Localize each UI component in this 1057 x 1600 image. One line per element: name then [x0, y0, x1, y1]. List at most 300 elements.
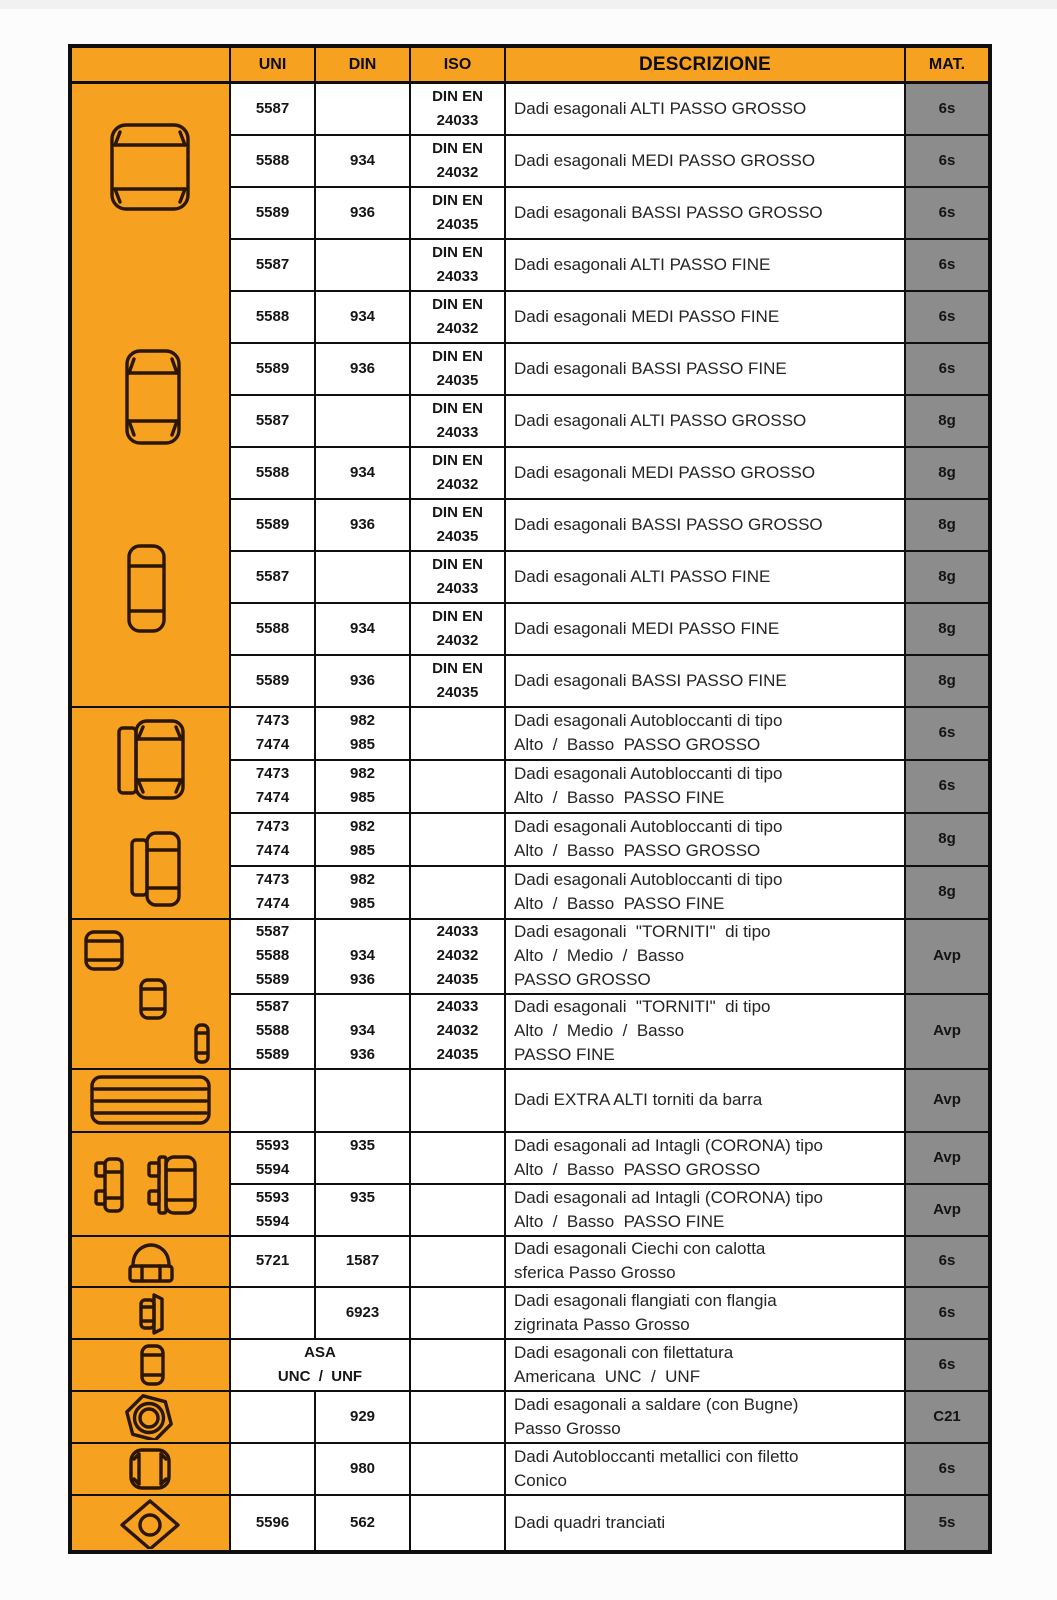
din-cell-line: 6923 — [345, 1303, 380, 1321]
uni-cell-line: 7473 — [255, 871, 290, 888]
iso-cell-line: 24032 — [436, 163, 479, 181]
table-row — [70, 919, 990, 994]
iso-cell — [410, 1184, 505, 1236]
uni-cell-line: 7473 — [255, 765, 290, 782]
iso-cell-line: 24033 — [436, 579, 479, 597]
uni-cell-line: 5589 — [255, 359, 290, 377]
castellated-nuts-icon — [72, 1133, 230, 1233]
description-cell-line: PASSO GROSSO — [514, 970, 651, 989]
description-cell — [505, 655, 905, 707]
uni-cell — [230, 1184, 315, 1236]
iso-cell — [410, 1495, 505, 1552]
mat-cell — [905, 1443, 990, 1495]
description-cell-line: Dadi esagonali Autobloccanti di tipo — [514, 764, 783, 783]
mat-cell — [905, 1339, 990, 1391]
iso-cell-line: 24035 — [436, 683, 479, 701]
mat-cell — [905, 866, 990, 919]
col-header-din: DIN — [315, 46, 410, 83]
iso-cell — [410, 1132, 505, 1184]
iso-cell-line: 24032 — [436, 631, 479, 649]
uni-cell-line: 5587 — [255, 255, 290, 273]
din-cell — [315, 1069, 410, 1132]
iso-cell — [410, 866, 505, 919]
american-thread-nut-icon — [72, 1340, 230, 1388]
iso-cell — [410, 83, 505, 135]
mat-cell-line: 8g — [938, 515, 956, 533]
uni-cell-line: 5589 — [255, 671, 290, 689]
din-cell — [315, 1443, 410, 1495]
nuts-catalog-table — [68, 44, 992, 1554]
nut-drawing-cell — [70, 1236, 230, 1287]
mat-cell — [905, 1184, 990, 1236]
din-cell — [315, 760, 410, 813]
description-cell — [505, 83, 905, 135]
iso-cell — [410, 760, 505, 813]
din-cell-line — [316, 1158, 409, 1182]
iso-cell-line: DIN EN — [432, 243, 483, 261]
din-cell — [315, 135, 410, 187]
description-cell-line: Dadi esagonali BASSI PASSO GROSSO — [514, 202, 823, 222]
din-cell — [315, 655, 410, 707]
description-cell — [505, 1236, 905, 1287]
din-cell-line — [316, 1210, 409, 1234]
description-cell-line: Alto / Medio / Basso — [514, 946, 685, 965]
description-cell-line: Conico — [514, 1470, 567, 1490]
din-cell-line: 985 — [349, 895, 376, 912]
iso-cell-line: DIN EN — [432, 347, 483, 365]
uni-cell-line: 5587 — [255, 99, 290, 117]
din-cell — [315, 813, 410, 866]
iso-cell-line: DIN EN — [432, 87, 483, 105]
uni-cell-line: 5588 — [255, 307, 290, 325]
description-cell-line: Alto / Medio / Basso — [514, 1021, 685, 1040]
mat-cell — [905, 813, 990, 866]
description-cell-line: Dadi esagonali MEDI PASSO GROSSO — [514, 150, 816, 170]
iso-cell — [410, 291, 505, 343]
din-cell-line: 562 — [349, 1513, 376, 1531]
uni-cell — [230, 551, 315, 603]
table-row — [70, 707, 990, 760]
uni-cell — [230, 1443, 315, 1495]
uni-cell-line: 7474 — [255, 736, 290, 753]
iso-cell — [410, 994, 505, 1069]
din-cell-line: 929 — [349, 1407, 376, 1425]
iso-cell-line: DIN EN — [432, 399, 483, 417]
din-cell-line: 934 — [349, 619, 376, 637]
din-cell — [315, 994, 410, 1069]
description-cell — [505, 395, 905, 447]
description-cell-line: sferica Passo Grosso — [514, 1263, 676, 1282]
uni-cell — [230, 1495, 315, 1552]
mat-cell — [905, 447, 990, 499]
uni-cell-line: 5588 — [255, 463, 290, 481]
mat-cell — [905, 1236, 990, 1287]
table-row — [70, 1236, 990, 1287]
description-cell — [505, 1495, 905, 1552]
uni-cell — [230, 919, 315, 994]
col-header-descrizione: DESCRIZIONE — [505, 46, 905, 83]
description-cell — [505, 994, 905, 1069]
nut-drawing-cell — [70, 1132, 230, 1236]
description-cell-line: Dadi esagonali flangiati con flangia — [514, 1290, 777, 1310]
nut-drawing-cell — [70, 83, 230, 707]
mat-cell — [905, 187, 990, 239]
table-row — [70, 83, 990, 135]
din-cell-line: 982 — [349, 871, 376, 888]
iso-cell — [410, 1236, 505, 1287]
description-cell-line: Dadi esagonali a saldare (con Bugne) — [514, 1394, 799, 1414]
iso-cell-line: 24033 — [436, 998, 479, 1015]
description-cell — [505, 1339, 905, 1391]
din-cell-line: 936 — [349, 515, 376, 533]
description-cell — [505, 343, 905, 395]
description-cell — [505, 603, 905, 655]
din-cell-line: 1587 — [345, 1252, 380, 1269]
description-cell-line: PASSO FINE — [514, 1045, 615, 1064]
uni-cell-line: 5594 — [255, 1160, 290, 1178]
uni-cell — [230, 655, 315, 707]
mat-cell — [905, 1069, 990, 1132]
din-cell-line: 935 — [349, 1136, 376, 1154]
uni-cell — [230, 187, 315, 239]
uni-cell-line: 5588 — [255, 151, 290, 169]
din-cell — [315, 83, 410, 135]
description-cell-line: Dadi esagonali ad Intagli (CORONA) tipo — [514, 1135, 823, 1155]
din-cell — [315, 499, 410, 551]
uni-din-merged-cell-line: ASA — [304, 1343, 336, 1361]
iso-cell — [410, 707, 505, 760]
din-cell-line: 936 — [349, 359, 376, 377]
mat-cell-line: 8g — [938, 883, 956, 900]
description-cell — [505, 239, 905, 291]
mat-cell — [905, 655, 990, 707]
mat-cell — [905, 760, 990, 813]
uni-cell — [230, 343, 315, 395]
description-cell-line: Dadi esagonali ad Intagli (CORONA) tipo — [514, 1187, 823, 1207]
description-cell — [505, 1391, 905, 1443]
din-cell-line: 936 — [349, 203, 376, 221]
uni-cell-line: 7473 — [255, 712, 290, 729]
iso-cell — [410, 1443, 505, 1495]
din-cell — [315, 866, 410, 919]
weld-hex-nut-icon — [72, 1392, 230, 1440]
mat-cell-line: 6s — [938, 724, 956, 741]
mat-cell-line: 6s — [938, 1303, 956, 1321]
uni-cell — [230, 499, 315, 551]
din-cell — [315, 1391, 410, 1443]
din-cell-line: 985 — [349, 789, 376, 806]
iso-cell-line: DIN EN — [432, 659, 483, 677]
uni-cell-line: 5589 — [255, 515, 290, 533]
iso-cell-line: 24035 — [436, 971, 479, 988]
header-row — [70, 46, 990, 83]
nut-drawing-cell — [70, 1287, 230, 1339]
mat-cell-line: 5s — [938, 1513, 956, 1531]
description-cell-line: Dadi esagonali ALTI PASSO GROSSO — [514, 410, 807, 430]
description-cell-line: Dadi esagonali BASSI PASSO GROSSO — [514, 514, 823, 534]
uni-cell — [230, 395, 315, 447]
mat-cell-line: 6s — [938, 307, 956, 325]
din-cell — [315, 395, 410, 447]
iso-cell — [410, 447, 505, 499]
mat-cell — [905, 83, 990, 135]
description-cell-line: Alto / Basso PASSO FINE — [514, 894, 725, 913]
description-cell-line: Dadi esagonali MEDI PASSO GROSSO — [514, 462, 816, 482]
iso-cell — [410, 499, 505, 551]
iso-cell-line: 24033 — [436, 111, 479, 129]
uni-cell-line: 5721 — [255, 1252, 290, 1269]
hex-nut-side-views-icon — [72, 84, 230, 704]
mat-cell — [905, 239, 990, 291]
iso-cell — [410, 603, 505, 655]
table-row — [70, 1339, 990, 1391]
mat-cell — [905, 919, 990, 994]
iso-cell — [410, 395, 505, 447]
uni-cell-line: 5588 — [255, 947, 290, 964]
description-cell-line: Dadi esagonali MEDI PASSO FINE — [514, 306, 780, 326]
iso-cell — [410, 135, 505, 187]
description-cell — [505, 760, 905, 813]
description-cell — [505, 447, 905, 499]
din-cell — [315, 707, 410, 760]
mat-cell — [905, 291, 990, 343]
din-cell — [315, 1236, 410, 1287]
iso-cell — [410, 187, 505, 239]
mat-cell — [905, 1495, 990, 1552]
col-header-mat: MAT. — [905, 46, 990, 83]
uni-cell — [230, 447, 315, 499]
mat-cell — [905, 1132, 990, 1184]
iso-cell-line: 24035 — [436, 371, 479, 389]
mat-cell-line: 8g — [938, 567, 956, 585]
uni-cell-line: 7473 — [255, 818, 290, 835]
uni-cell-line: 5587 — [255, 567, 290, 585]
uni-cell-line: 5588 — [255, 619, 290, 637]
din-cell — [315, 187, 410, 239]
mat-cell-line: 6s — [938, 1355, 956, 1373]
image-column-header — [70, 46, 230, 83]
description-cell — [505, 813, 905, 866]
description-cell-line: Dadi quadri tranciati — [514, 1512, 666, 1532]
dome-cap-nut-icon — [72, 1237, 230, 1284]
mat-cell-line: 6s — [938, 777, 956, 794]
description-cell-line: Dadi EXTRA ALTI torniti da barra — [514, 1090, 763, 1109]
description-cell — [505, 707, 905, 760]
square-punched-nut-icon — [72, 1496, 230, 1549]
mat-cell — [905, 1287, 990, 1339]
uni-cell — [230, 866, 315, 919]
uni-cell — [230, 239, 315, 291]
iso-cell — [410, 1339, 505, 1391]
din-cell-line — [316, 995, 409, 1019]
description-cell-line: Dadi esagonali con filettatura — [514, 1342, 734, 1362]
uni-cell — [230, 1069, 315, 1132]
din-cell — [315, 1287, 410, 1339]
iso-cell — [410, 343, 505, 395]
description-cell — [505, 551, 905, 603]
din-cell-line: 985 — [349, 842, 376, 859]
iso-cell-line: 24032 — [436, 319, 479, 337]
uni-cell-line: 7474 — [255, 842, 290, 859]
table-row — [70, 1069, 990, 1132]
din-cell — [315, 291, 410, 343]
iso-cell — [410, 551, 505, 603]
uni-cell-line: 5589 — [255, 203, 290, 221]
mat-cell — [905, 994, 990, 1069]
nut-drawing-cell — [70, 1391, 230, 1443]
din-cell-line: 934 — [349, 1022, 376, 1039]
description-cell-line: Passo Grosso — [514, 1418, 621, 1438]
din-cell — [315, 551, 410, 603]
din-cell-line: 934 — [349, 947, 376, 964]
din-cell — [315, 1495, 410, 1552]
uni-cell-line: 5589 — [255, 971, 290, 988]
nut-drawing-cell — [70, 1069, 230, 1132]
description-cell — [505, 187, 905, 239]
description-cell — [505, 1287, 905, 1339]
din-cell — [315, 1184, 410, 1236]
mat-cell-line: Avp — [933, 1200, 961, 1218]
col-header-iso: ISO — [410, 46, 505, 83]
mat-cell-line: C21 — [933, 1407, 961, 1425]
iso-cell — [410, 1287, 505, 1339]
iso-cell-line: 24033 — [436, 923, 479, 940]
description-cell — [505, 1069, 905, 1132]
uni-cell-line: 5587 — [255, 923, 290, 940]
description-cell-line: Dadi esagonali BASSI PASSO FINE — [514, 358, 787, 378]
description-cell-line: Dadi esagonali "TORNITI" di tipo — [514, 922, 771, 941]
iso-cell-line: DIN EN — [432, 451, 483, 469]
col-header-uni: UNI — [230, 46, 315, 83]
din-cell-line: 935 — [349, 1188, 376, 1206]
iso-cell — [410, 813, 505, 866]
mat-cell-line: 8g — [938, 463, 956, 481]
page-scan-edge — [0, 0, 1057, 9]
mat-cell-line: 6s — [938, 255, 956, 273]
table-row — [70, 1443, 990, 1495]
iso-cell — [410, 919, 505, 994]
uni-cell-line: 7474 — [255, 895, 290, 912]
description-cell — [505, 1443, 905, 1495]
iso-cell — [410, 655, 505, 707]
uni-cell-line: 7474 — [255, 789, 290, 806]
din-cell-line: 980 — [349, 1459, 376, 1477]
description-cell-line: Dadi esagonali ALTI PASSO FINE — [514, 566, 771, 586]
uni-cell-line: 5588 — [255, 1022, 290, 1039]
mat-cell — [905, 603, 990, 655]
din-cell — [315, 1132, 410, 1184]
uni-cell — [230, 707, 315, 760]
iso-cell — [410, 1069, 505, 1132]
iso-cell-line: DIN EN — [432, 503, 483, 521]
mat-cell — [905, 395, 990, 447]
iso-cell-line: 24032 — [436, 1022, 479, 1039]
uni-cell — [230, 1391, 315, 1443]
uni-cell — [230, 291, 315, 343]
uni-cell-line: 5587 — [255, 998, 290, 1015]
iso-cell-line: 24033 — [436, 423, 479, 441]
mat-cell-line: 8g — [938, 671, 956, 689]
table-row — [70, 1287, 990, 1339]
description-cell-line: Alto / Basso PASSO GROSSO — [514, 1159, 761, 1179]
description-cell-line: Dadi Autobloccanti metallici con filetto — [514, 1446, 799, 1466]
description-cell-line: zigrinata Passo Grosso — [514, 1314, 690, 1334]
din-cell-line — [316, 920, 409, 944]
din-cell-line: 982 — [349, 712, 376, 729]
mat-cell-line: Avp — [933, 947, 961, 964]
description-cell-line: Dadi esagonali Autobloccanti di tipo — [514, 711, 783, 730]
din-cell-line: 985 — [349, 736, 376, 753]
mat-cell-line: 8g — [938, 830, 956, 847]
uni-cell — [230, 813, 315, 866]
iso-cell-line: 24035 — [436, 1046, 479, 1063]
description-cell-line: Dadi esagonali BASSI PASSO FINE — [514, 670, 787, 690]
iso-cell-line: 24033 — [436, 267, 479, 285]
description-cell — [505, 1132, 905, 1184]
din-cell-line: 934 — [349, 151, 376, 169]
uni-cell — [230, 135, 315, 187]
mat-cell-line: 6s — [938, 1459, 956, 1477]
mat-cell-line: 8g — [938, 619, 956, 637]
description-cell — [505, 291, 905, 343]
nut-drawing-cell — [70, 1495, 230, 1552]
description-cell-line: Dadi esagonali ALTI PASSO GROSSO — [514, 98, 807, 118]
mat-cell-line: Avp — [933, 1148, 961, 1166]
din-cell-line: 936 — [349, 971, 376, 988]
description-cell-line: Alto / Basso PASSO GROSSO — [514, 735, 761, 754]
nut-drawing-cell — [70, 707, 230, 919]
mat-cell — [905, 707, 990, 760]
din-cell-line: 982 — [349, 765, 376, 782]
din-cell-line: 934 — [349, 463, 376, 481]
mat-cell — [905, 135, 990, 187]
mat-cell — [905, 343, 990, 395]
description-cell-line: Dadi esagonali Ciechi con calotta — [514, 1239, 766, 1258]
uni-cell — [230, 1287, 315, 1339]
uni-cell-line: 5594 — [255, 1212, 290, 1230]
uni-cell — [230, 603, 315, 655]
mat-cell-line: 6s — [938, 359, 956, 377]
description-cell — [505, 135, 905, 187]
mat-cell-line: 8g — [938, 411, 956, 429]
description-cell-line: Alto / Basso PASSO FINE — [514, 788, 725, 807]
din-cell-line: 982 — [349, 818, 376, 835]
iso-cell — [410, 1391, 505, 1443]
din-cell-line: 936 — [349, 671, 376, 689]
uni-cell-line: 5587 — [255, 411, 290, 429]
uni-cell — [230, 994, 315, 1069]
iso-cell-line: 24035 — [436, 527, 479, 545]
mat-cell-line: Avp — [933, 1022, 961, 1039]
uni-cell-line: 5593 — [255, 1136, 290, 1154]
iso-cell-line: DIN EN — [432, 295, 483, 313]
iso-cell-line: DIN EN — [432, 555, 483, 573]
table-row — [70, 1132, 990, 1184]
turned-hex-nuts-icon — [72, 920, 230, 1066]
uni-cell-line: 5593 — [255, 1188, 290, 1206]
table-row — [70, 1391, 990, 1443]
uni-din-merged-cell — [230, 1339, 410, 1391]
description-cell — [505, 499, 905, 551]
description-cell-line: Dadi esagonali Autobloccanti di tipo — [514, 870, 783, 889]
uni-cell — [230, 83, 315, 135]
iso-cell-line: DIN EN — [432, 139, 483, 157]
iso-cell-line: 24035 — [436, 215, 479, 233]
uni-din-merged-cell-line: UNC / UNF — [277, 1367, 363, 1385]
nut-drawing-cell — [70, 1443, 230, 1495]
flange-nut-icon — [72, 1288, 230, 1336]
din-cell — [315, 603, 410, 655]
